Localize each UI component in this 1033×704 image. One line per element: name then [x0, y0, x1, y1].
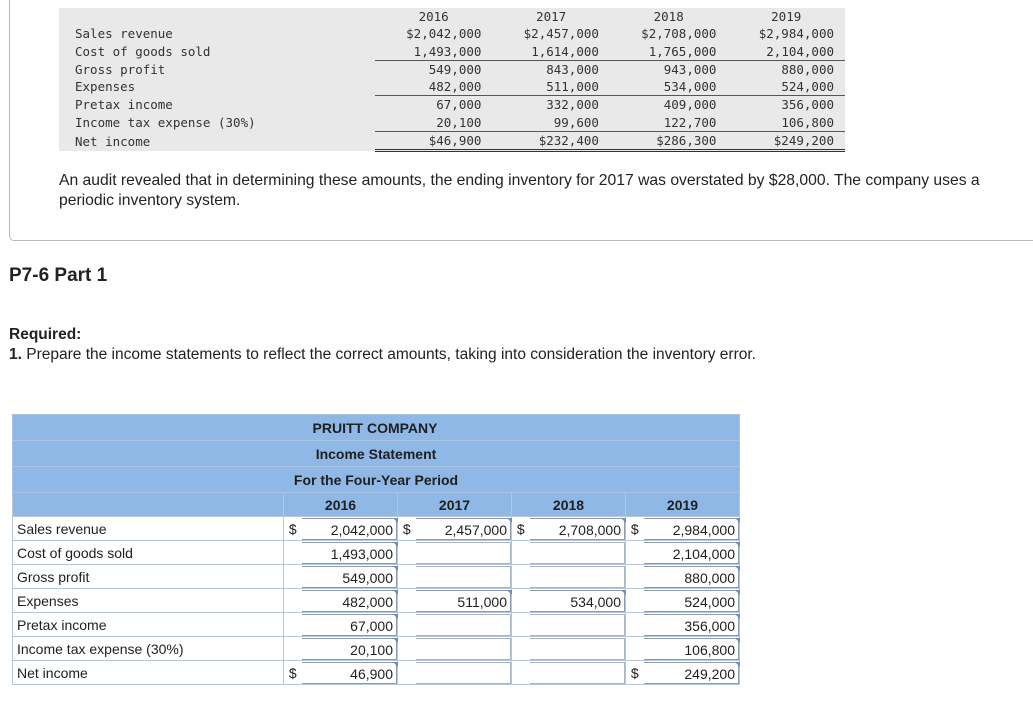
- given-row-pretax: [59, 96, 845, 114]
- worksheet-row-label: Expenses: [13, 589, 284, 613]
- currency-symbol: [284, 565, 302, 589]
- given-cell: $2,984,000: [758, 26, 834, 42]
- given-cell: 67,000: [436, 97, 482, 113]
- currency-symbol: $: [398, 517, 416, 541]
- currency-symbol: [626, 613, 644, 637]
- given-row-label: Expenses: [75, 79, 136, 95]
- year-2019-header: 2019: [626, 493, 740, 517]
- answer-cell-2019: [644, 565, 740, 589]
- answer-cell-2019: [644, 589, 740, 613]
- given-cell: 549,000: [428, 61, 482, 77]
- given-cell: 122,700: [610, 114, 728, 132]
- given-year-2018: 2018: [653, 9, 684, 24]
- currency-symbol: $: [284, 517, 302, 541]
- currency-symbol: [512, 613, 530, 637]
- given-cell: 356,000: [781, 97, 834, 113]
- statement-name: Income Statement: [315, 445, 437, 462]
- worksheet-row-label: Sales revenue: [13, 517, 284, 541]
- currency-symbol: [512, 565, 530, 589]
- given-cell: 511,000: [492, 78, 610, 96]
- answer-input-net-income-2019[interactable]: 249,200: [644, 662, 740, 684]
- worksheet-row-label: Pretax income: [13, 613, 284, 637]
- given-cell: $2,042,000: [406, 26, 482, 42]
- answer-cell-2016: [302, 637, 398, 661]
- given-year-header-row: [59, 8, 845, 25]
- given-row-label: Income tax expense (30%): [75, 115, 256, 131]
- answer-input-pretax-income-2017[interactable]: [416, 614, 512, 636]
- year-2016-header: 2016: [284, 493, 398, 517]
- given-row-net-income: [59, 132, 845, 151]
- answer-input-cost-of-goods-sold-2018[interactable]: [530, 542, 626, 564]
- required-text: Prepare the income statements to reflect the correct amounts, taking into consideration the inventory error.: [21, 346, 756, 363]
- year-2017-header: 2017: [398, 493, 512, 517]
- answer-input-net-income-2018[interactable]: [530, 662, 626, 684]
- worksheet-row-cost-of-goods-sold: [13, 541, 740, 565]
- given-row-cogs: [59, 43, 845, 61]
- given-cell: 2,104,000: [727, 43, 845, 61]
- audit-note: An audit revealed that in determining these amounts, the ending inventory for 2017 was overstated by $28,000. The company uses a periodic inventory system.: [59, 172, 980, 209]
- worksheet-row-label: Income tax expense (30%): [13, 637, 284, 661]
- period-cell: [13, 467, 740, 493]
- answer-input-pretax-income-2019[interactable]: 356,000: [644, 614, 740, 636]
- worksheet-row-net-income: [13, 661, 740, 685]
- answer-cell-2017: [416, 589, 512, 613]
- currency-symbol: [398, 565, 416, 589]
- answer-input-income-tax-expense-2016[interactable]: 20,100: [302, 638, 398, 660]
- currency-symbol: $: [626, 517, 644, 541]
- worksheet-row-gross-profit: [13, 565, 740, 589]
- currency-symbol: [626, 589, 644, 613]
- statement-period: For the Four-Year Period: [293, 471, 459, 488]
- answer-input-expenses-2016[interactable]: 482,000: [302, 590, 398, 612]
- given-row-label: Cost of goods sold: [75, 43, 211, 59]
- answer-cell-2019: [644, 517, 740, 541]
- worksheet-row-pretax-income: [13, 613, 740, 637]
- answer-input-sales-revenue-2017[interactable]: 2,457,000: [416, 518, 512, 540]
- currency-symbol: [512, 661, 530, 685]
- currency-symbol: [512, 541, 530, 565]
- answer-cell-2019: [644, 613, 740, 637]
- part-title: P7-6 Part 1: [9, 265, 108, 286]
- given-cell: $2,457,000: [523, 26, 599, 42]
- answer-input-cost-of-goods-sold-2019[interactable]: 2,104,000: [644, 542, 740, 564]
- answer-cell-2017: [416, 565, 512, 589]
- given-cell: 524,000: [727, 78, 845, 96]
- answer-cell-2017: [416, 613, 512, 637]
- given-cell: 943,000: [663, 61, 717, 77]
- given-row-label: Pretax income: [75, 97, 173, 113]
- currency-symbol: [284, 589, 302, 613]
- answer-input-income-tax-expense-2017[interactable]: [416, 638, 512, 660]
- given-cell: 1,493,000: [375, 43, 493, 61]
- answer-input-gross-profit-2018[interactable]: [530, 566, 626, 588]
- worksheet-row-label: Cost of goods sold: [13, 541, 284, 565]
- answer-cell-2018: [530, 565, 626, 589]
- currency-symbol: [398, 661, 416, 685]
- year-header-row: [13, 493, 740, 517]
- answer-input-gross-profit-2019[interactable]: 880,000: [644, 566, 740, 588]
- answer-input-net-income-2016[interactable]: 46,900: [302, 662, 398, 684]
- given-cell: $46,900: [375, 132, 493, 151]
- given-cell: 332,000: [546, 97, 599, 113]
- currency-symbol: [284, 637, 302, 661]
- given-row-tax: [59, 114, 845, 132]
- given-cell: 20,100: [375, 114, 493, 132]
- worksheet-row-sales-revenue: [13, 517, 740, 541]
- given-cell: 99,600: [492, 114, 610, 132]
- answer-cell-2016: [302, 661, 398, 685]
- currency-symbol: [512, 589, 530, 613]
- answer-cell-2016: [302, 589, 398, 613]
- answer-input-net-income-2017[interactable]: [416, 662, 512, 684]
- worksheet-row-label: Gross profit: [13, 565, 284, 589]
- given-cell: 409,000: [663, 97, 717, 113]
- answer-input-cost-of-goods-sold-2017[interactable]: [416, 542, 512, 564]
- given-year-2017: 2017: [536, 9, 567, 24]
- given-year-2016: 2016: [418, 9, 449, 24]
- answer-input-expenses-2018[interactable]: 534,000: [530, 590, 626, 612]
- answer-input-sales-revenue-2018[interactable]: 2,708,000: [530, 518, 626, 540]
- currency-symbol: [398, 637, 416, 661]
- worksheet-row-expenses: [13, 589, 740, 613]
- given-cell: 482,000: [375, 78, 493, 96]
- answer-input-gross-profit-2017[interactable]: [416, 566, 512, 588]
- currency-symbol: [626, 565, 644, 589]
- income-statement-worksheet: [12, 414, 740, 685]
- currency-symbol: $: [626, 661, 644, 685]
- answer-cell-2019: [644, 637, 740, 661]
- worksheet-row-income-tax-expense: [13, 637, 740, 661]
- required-number: 1.: [9, 346, 22, 363]
- answer-input-sales-revenue-2016[interactable]: 2,042,000: [302, 518, 398, 540]
- year-2018-header: 2018: [512, 493, 626, 517]
- given-row-label: Net income: [75, 133, 151, 149]
- worksheet-row-label: Net income: [13, 661, 284, 685]
- currency-symbol: [512, 637, 530, 661]
- given-row-expenses: [59, 78, 845, 96]
- answer-cell-2018: [530, 589, 626, 613]
- given-cell: $2,708,000: [641, 26, 717, 42]
- answer-cell-2019: [644, 541, 740, 565]
- answer-cell-2016: [302, 565, 398, 589]
- given-cell: 534,000: [610, 78, 728, 96]
- answer-cell-2019: [644, 661, 740, 685]
- answer-input-pretax-income-2016[interactable]: 67,000: [302, 614, 398, 636]
- company-name: PRUITT COMPANY: [312, 419, 438, 436]
- answer-input-income-tax-expense-2019[interactable]: 106,800: [644, 638, 740, 660]
- answer-input-pretax-income-2018[interactable]: [530, 614, 626, 636]
- answer-cell-2018: [530, 661, 626, 685]
- currency-symbol: $: [284, 661, 302, 685]
- statement-name-cell: [13, 441, 740, 467]
- given-row-label: Sales revenue: [75, 26, 173, 42]
- currency-symbol: [398, 541, 416, 565]
- answer-input-cost-of-goods-sold-2016[interactable]: 1,493,000: [302, 542, 398, 564]
- answer-cell-2017: [416, 661, 512, 685]
- given-income-table: [59, 8, 845, 152]
- currency-symbol: [626, 541, 644, 565]
- currency-symbol: [284, 541, 302, 565]
- given-row-sales: [59, 25, 845, 42]
- given-cell: 843,000: [546, 61, 599, 77]
- given-cell: $249,200: [727, 132, 845, 151]
- given-year-2019: 2019: [771, 9, 802, 24]
- answer-cell-2016: [302, 517, 398, 541]
- required-label: Required:: [9, 326, 82, 343]
- given-cell: 106,800: [727, 114, 845, 132]
- given-row-gross-profit: [59, 60, 845, 78]
- company-name-cell: [13, 415, 740, 441]
- answer-cell-2018: [530, 613, 626, 637]
- answer-input-gross-profit-2016[interactable]: 549,000: [302, 566, 398, 588]
- answer-input-income-tax-expense-2018[interactable]: [530, 638, 626, 660]
- required-instruction: [9, 346, 756, 364]
- currency-symbol: [284, 613, 302, 637]
- given-cell: $232,400: [492, 132, 610, 151]
- given-cell: 1,614,000: [492, 43, 610, 61]
- currency-symbol: [398, 613, 416, 637]
- given-cell: 880,000: [781, 61, 834, 77]
- currency-symbol: [398, 589, 416, 613]
- currency-symbol: $: [512, 517, 530, 541]
- answer-cell-2018: [530, 637, 626, 661]
- answer-cell-2017: [416, 517, 512, 541]
- given-row-label: Gross profit: [75, 61, 166, 77]
- answer-input-expenses-2017[interactable]: 511,000: [416, 590, 512, 612]
- answer-cell-2016: [302, 541, 398, 565]
- currency-symbol: [626, 637, 644, 661]
- answer-input-expenses-2019[interactable]: 524,000: [644, 590, 740, 612]
- given-cell: 1,765,000: [610, 43, 728, 61]
- answer-cell-2017: [416, 637, 512, 661]
- answer-cell-2018: [530, 517, 626, 541]
- answer-cell-2017: [416, 541, 512, 565]
- given-cell: $286,300: [610, 132, 728, 151]
- answer-cell-2016: [302, 613, 398, 637]
- answer-cell-2018: [530, 541, 626, 565]
- answer-input-sales-revenue-2019[interactable]: 2,984,000: [644, 518, 740, 540]
